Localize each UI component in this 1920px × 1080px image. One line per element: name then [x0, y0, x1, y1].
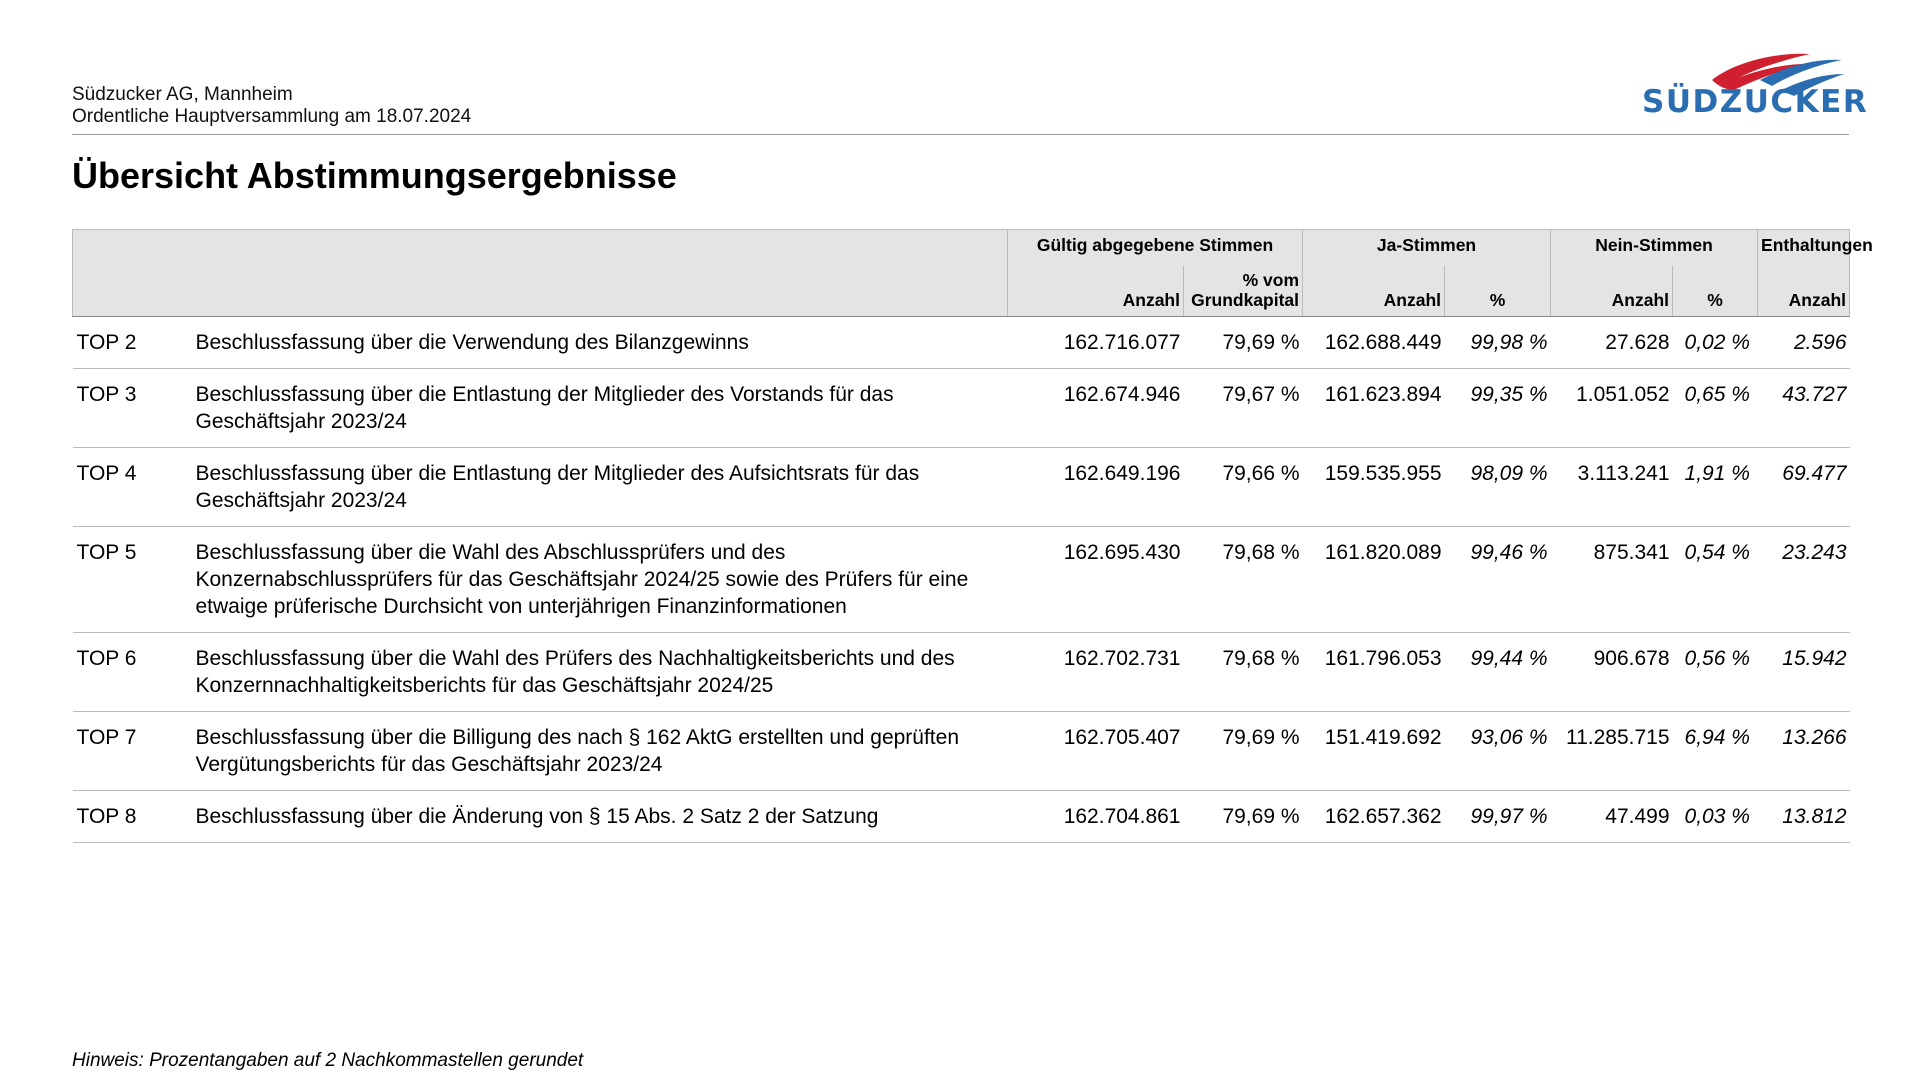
table-row: [73, 369, 1850, 448]
table-row: [73, 527, 1850, 633]
no-votes-count: 875.341: [1551, 527, 1673, 633]
agenda-item-description: Beschlussfassung über die Wahl des Abschlussprüfers und des Konzernabschlussprüfers für das Geschäftsjahr 2024/25 sowie des Prüfers für eine etwaige prüferische Durchsicht von unterjährigen Finanzinformationen: [193, 527, 1008, 633]
abstentions-count: 69.477: [1758, 448, 1850, 527]
no-votes-count: 1.051.052: [1551, 369, 1673, 448]
subheader-valid-count: Anzahl: [1008, 266, 1184, 317]
subheader-no-pct: %: [1673, 266, 1758, 317]
table-row: [73, 633, 1850, 712]
logo-wordmark: SÜDZUCKER: [1642, 84, 1869, 120]
no-votes-count: 3.113.241: [1551, 448, 1673, 527]
no-votes-pct: 0,02 %: [1673, 317, 1758, 369]
table-group-header-row: [73, 230, 1850, 267]
header-no-votes: Nein-Stimmen: [1551, 230, 1758, 267]
abstentions-count: 43.727: [1758, 369, 1850, 448]
yes-votes-pct: 99,98 %: [1445, 317, 1551, 369]
no-votes-pct: 1,91 %: [1673, 448, 1758, 527]
yes-votes-count: 159.535.955: [1303, 448, 1445, 527]
agenda-item-number: TOP 8: [73, 791, 193, 843]
yes-votes-count: 161.796.053: [1303, 633, 1445, 712]
yes-votes-pct: 93,06 %: [1445, 712, 1551, 791]
subheader-valid-pct: [1184, 266, 1303, 317]
valid-votes-pct: 79,68 %: [1184, 633, 1303, 712]
agenda-item-number: TOP 5: [73, 527, 193, 633]
header-yes-votes: Ja-Stimmen: [1303, 230, 1551, 267]
yes-votes-count: 162.688.449: [1303, 317, 1445, 369]
subheader-blank: [73, 266, 1008, 317]
subheader-no-count: Anzahl: [1551, 266, 1673, 317]
header-blank: [73, 230, 1008, 267]
agenda-item-number: TOP 6: [73, 633, 193, 712]
page-title: Übersicht Abstimmungsergebnisse: [72, 155, 677, 196]
abstentions-count: 13.266: [1758, 712, 1850, 791]
valid-votes-pct: 79,69 %: [1184, 712, 1303, 791]
abstentions-count: 15.942: [1758, 633, 1850, 712]
no-votes-count: 11.285.715: [1551, 712, 1673, 791]
valid-votes-pct: 79,66 %: [1184, 448, 1303, 527]
abstentions-count: 23.243: [1758, 527, 1850, 633]
yes-votes-pct: 99,35 %: [1445, 369, 1551, 448]
valid-votes-pct: 79,69 %: [1184, 791, 1303, 843]
table-row: [73, 448, 1850, 527]
valid-votes-count: 162.704.861: [1008, 791, 1184, 843]
yes-votes-count: 162.657.362: [1303, 791, 1445, 843]
subheader-abstain-count: Anzahl: [1758, 266, 1850, 317]
table-row: [73, 712, 1850, 791]
agenda-item-number: TOP 3: [73, 369, 193, 448]
valid-votes-pct: 79,67 %: [1184, 369, 1303, 448]
no-votes-count: 47.499: [1551, 791, 1673, 843]
no-votes-pct: 0,54 %: [1673, 527, 1758, 633]
agenda-item-description: Beschlussfassung über die Wahl des Prüfers des Nachhaltigkeitsberichts und des Konzernnachhaltigkeitsberichts für das Geschäftsjahr 2024/25: [193, 633, 1008, 712]
agenda-item-description: Beschlussfassung über die Billigung des nach § 162 AktG erstellten und geprüften Vergütungsberichts für das Geschäftsjahr 2023/24: [193, 712, 1008, 791]
subheader-yes-pct: %: [1445, 266, 1551, 317]
no-votes-pct: 0,65 %: [1673, 369, 1758, 448]
agenda-item-description: Beschlussfassung über die Verwendung des Bilanzgewinns: [193, 317, 1008, 369]
agenda-item-number: TOP 4: [73, 448, 193, 527]
header-valid-votes: Gültig abgegebene Stimmen: [1008, 230, 1303, 267]
yes-votes-pct: 99,44 %: [1445, 633, 1551, 712]
subheader-valid-pct-line2: Grundkapital: [1191, 290, 1300, 310]
abstentions-count: 2.596: [1758, 317, 1850, 369]
no-votes-pct: 0,56 %: [1673, 633, 1758, 712]
no-votes-count: 906.678: [1551, 633, 1673, 712]
yes-votes-pct: 98,09 %: [1445, 448, 1551, 527]
agenda-item-description: Beschlussfassung über die Änderung von § 15 Abs. 2 Satz 2 der Satzung: [193, 791, 1008, 843]
valid-votes-pct: 79,69 %: [1184, 317, 1303, 369]
agenda-item-description: Beschlussfassung über die Entlastung der Mitglieder des Aufsichtsrats für das Geschäftsjahr 2023/24: [193, 448, 1008, 527]
no-votes-pct: 0,03 %: [1673, 791, 1758, 843]
company-name: Südzucker AG, Mannheim: [72, 84, 293, 105]
table-sub-header-row: [73, 266, 1850, 317]
agenda-item-number: TOP 7: [73, 712, 193, 791]
yes-votes-pct: 99,97 %: [1445, 791, 1551, 843]
no-votes-count: 27.628: [1551, 317, 1673, 369]
valid-votes-count: 162.695.430: [1008, 527, 1184, 633]
no-votes-pct: 6,94 %: [1673, 712, 1758, 791]
suedzucker-logo: [1642, 50, 1869, 132]
valid-votes-count: 162.705.407: [1008, 712, 1184, 791]
footnote: Hinweis: Prozentangaben auf 2 Nachkommastellen gerundet: [72, 1050, 584, 1071]
header-abstentions: Enthaltungen: [1758, 230, 1850, 267]
valid-votes-count: 162.674.946: [1008, 369, 1184, 448]
abstentions-count: 13.812: [1758, 791, 1850, 843]
agenda-item-number: TOP 2: [73, 317, 193, 369]
meeting-date-line: Ordentliche Hauptversammlung am 18.07.2024: [72, 106, 472, 127]
valid-votes-count: 162.649.196: [1008, 448, 1184, 527]
valid-votes-count: 162.716.077: [1008, 317, 1184, 369]
valid-votes-count: 162.702.731: [1008, 633, 1184, 712]
subheader-yes-count: Anzahl: [1303, 266, 1445, 317]
yes-votes-count: 161.623.894: [1303, 369, 1445, 448]
agenda-item-description: Beschlussfassung über die Entlastung der Mitglieder des Vorstands für das Geschäftsjahr 2023/24: [193, 369, 1008, 448]
table-row: [73, 317, 1850, 369]
yes-votes-count: 161.820.089: [1303, 527, 1445, 633]
yes-votes-pct: 99,46 %: [1445, 527, 1551, 633]
voting-results-table: [72, 229, 1873, 843]
subheader-valid-pct-line1: % vom: [1242, 270, 1300, 290]
yes-votes-count: 151.419.692: [1303, 712, 1445, 791]
valid-votes-pct: 79,68 %: [1184, 527, 1303, 633]
document-header: [72, 84, 1869, 135]
table-row: [73, 791, 1850, 843]
